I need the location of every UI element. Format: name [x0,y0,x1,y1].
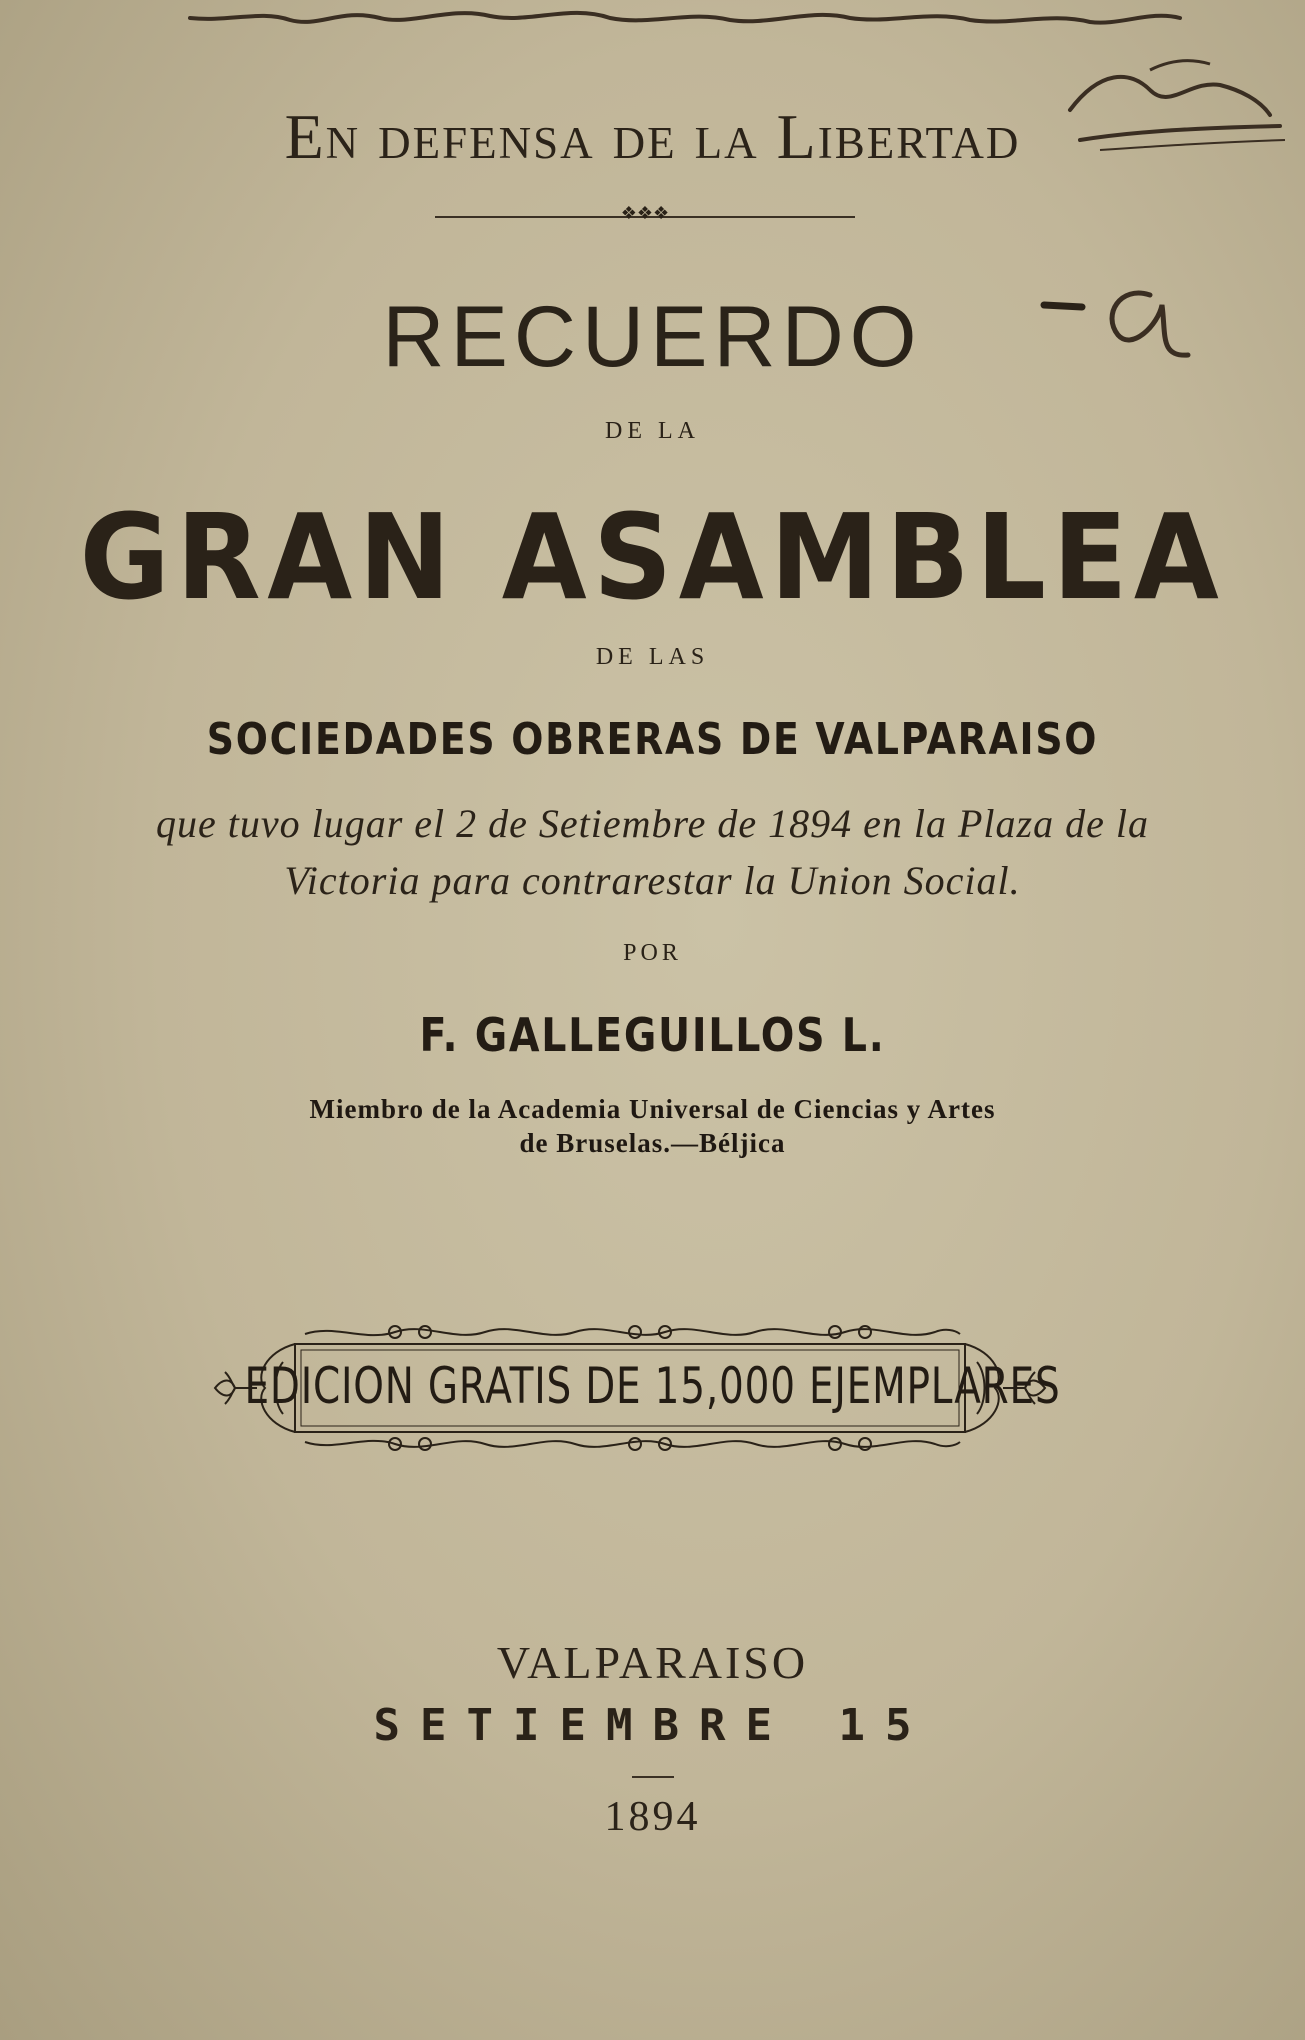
connector-de-las: DE LAS [595,644,710,670]
imprint-year: 1894 [604,1794,701,1840]
divider-ornament-icon: ❖❖❖ [620,203,670,224]
title-sociedades: SOCIEDADES OBRERAS DE VALPARAISO [206,714,1099,765]
subtitle-line-2: Victoria para contrarestar la Union Social. [284,858,1021,903]
author-name: F. GALLEGUILLOS L. [419,1008,886,1062]
title-recuerdo: RECUERDO [382,289,923,385]
imprint-place: VALPARAISO [496,1637,809,1688]
author-affiliation-2: de Bruselas.—Béljica [519,1128,786,1158]
imprint-date: SETIEMBRE 15 [373,1700,932,1751]
by-line: POR [623,940,682,966]
connector-de-la: DE LA [605,418,700,444]
imprint-rule [632,1776,674,1778]
author-affiliation-1: Miembro de la Academia Universal de Ciencias y Artes [309,1094,996,1124]
series-title: En defensa de la Libertad [284,101,1021,172]
subtitle-line-1: que tuvo lugar el 2 de Setiembre de 1894 en la Plaza de la [156,801,1149,846]
title-gran-asamblea: GRAN ASAMBLEA [79,488,1226,626]
edition-notice: EDICION GRATIS DE 15,000 EJEMPLARES [244,1357,1061,1415]
